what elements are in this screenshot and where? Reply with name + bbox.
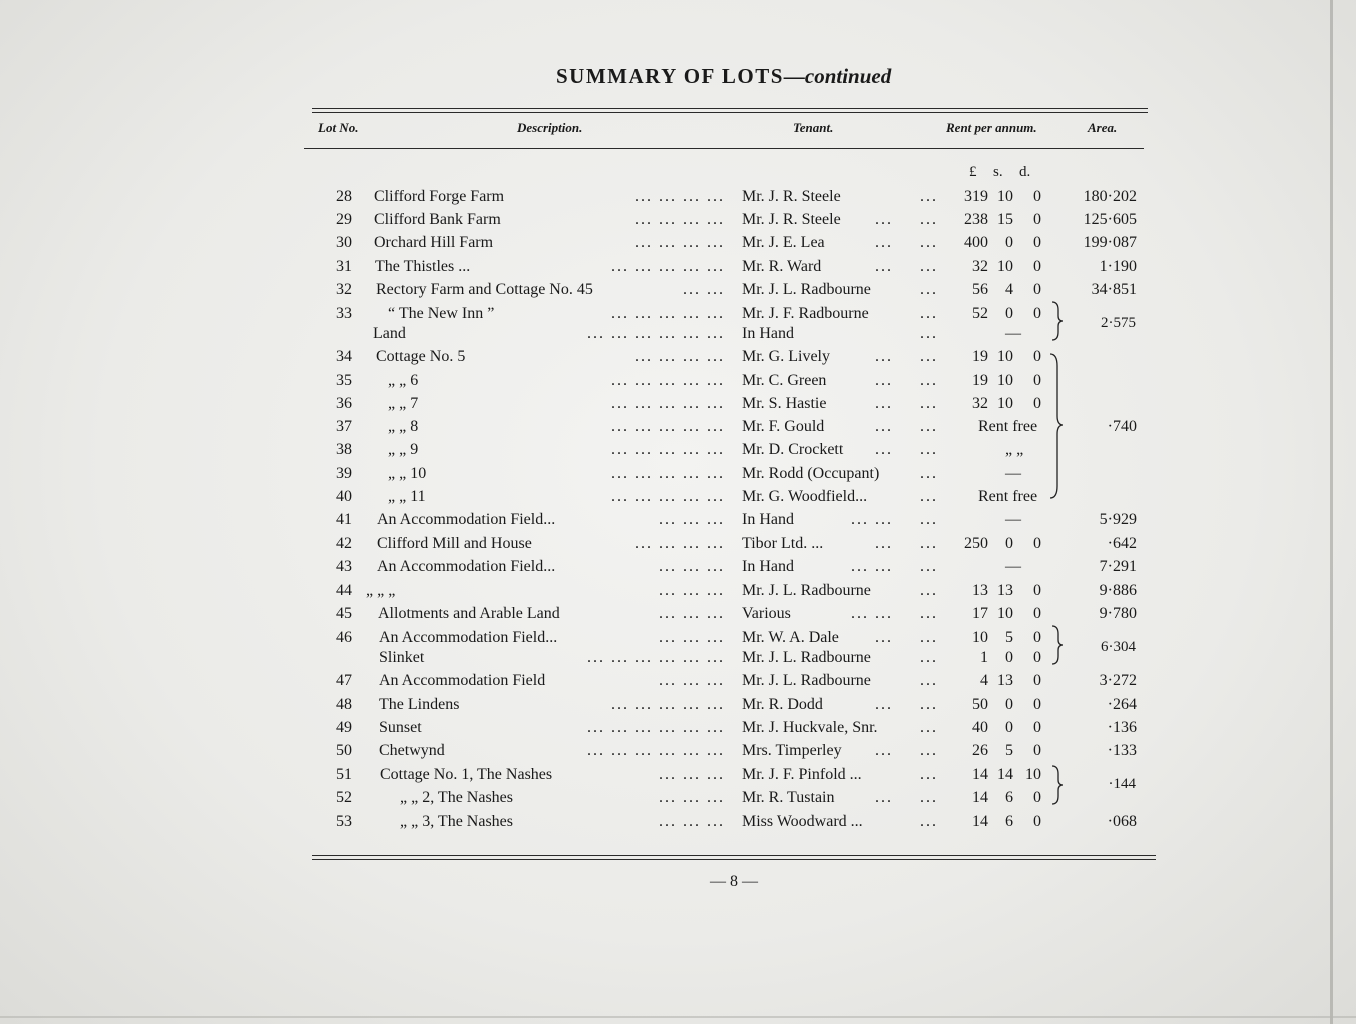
col-header-lot: Lot No. bbox=[318, 120, 359, 135]
rent-leader-dots: ... bbox=[920, 558, 938, 575]
lot-number: 29 bbox=[336, 211, 352, 228]
description-leader-dots: ... ... ... ... ... ... bbox=[587, 325, 725, 342]
header-rule-top bbox=[312, 108, 1148, 109]
col-header-tenant: Tenant. bbox=[793, 120, 834, 135]
area-lot-46: 6·304 bbox=[1101, 639, 1136, 655]
rent-leader-dots: ... bbox=[920, 372, 938, 389]
rent-leader-dots: ... bbox=[920, 258, 938, 275]
lot-description: The Lindens bbox=[379, 696, 460, 713]
rent-leader-dots: ... bbox=[920, 719, 938, 736]
tenant-leader-dots: ... bbox=[875, 789, 893, 806]
tenant-name: Mr. W. A. Dale bbox=[742, 629, 839, 646]
rent-pounds: 52 bbox=[972, 305, 988, 322]
brace-lots-34-40 bbox=[1046, 350, 1068, 502]
page-number: — 8 — bbox=[710, 873, 758, 890]
rent-pounds: 32 bbox=[972, 258, 988, 275]
tenant-leader-dots: ... bbox=[875, 441, 893, 458]
rent-shillings: 6 bbox=[1005, 789, 1013, 806]
tenant-name: Mr. J. L. Radbourne bbox=[742, 649, 871, 666]
description-leader-dots: ... ... ... bbox=[659, 672, 725, 689]
tenant-leader-dots: ... ... bbox=[851, 558, 893, 575]
description-leader-dots: ... ... ... bbox=[659, 813, 725, 830]
rent-pence: 0 bbox=[1033, 696, 1041, 713]
lot-area: ·136 bbox=[1107, 719, 1137, 736]
rent-leader-dots: ... bbox=[920, 188, 938, 205]
rent-pence: 0 bbox=[1033, 582, 1041, 599]
rent-shillings: 14 bbox=[997, 766, 1013, 783]
unit-pence: d. bbox=[1019, 164, 1031, 180]
area-lot-51-52: ·144 bbox=[1108, 776, 1136, 792]
description-leader-dots: ... ... ... bbox=[659, 629, 725, 646]
rent-leader-dots: ... bbox=[920, 465, 938, 482]
lot-description: An Accommodation Field... bbox=[377, 558, 556, 575]
table-row bbox=[0, 325, 1356, 348]
col-header-description: Description. bbox=[517, 120, 583, 135]
table-row bbox=[0, 395, 1356, 418]
col-header-rent: Rent per annum. bbox=[946, 120, 1037, 135]
rent-leader-dots: ... bbox=[920, 418, 938, 435]
description-leader-dots: ... ... ... bbox=[659, 605, 725, 622]
header-rule-bottom bbox=[304, 148, 1144, 149]
rent-text: Rent free bbox=[978, 488, 1038, 505]
table-row bbox=[0, 605, 1356, 628]
lot-area: 180·202 bbox=[1083, 188, 1137, 205]
table-row bbox=[0, 188, 1356, 211]
rent-text: „ „ bbox=[1005, 441, 1024, 458]
rent-text: — bbox=[1005, 511, 1021, 528]
rent-shillings: 10 bbox=[997, 395, 1013, 412]
description-leader-dots: ... ... ... ... ... ... bbox=[587, 649, 725, 666]
rent-shillings: 10 bbox=[997, 188, 1013, 205]
tenant-name: Mr. C. Green bbox=[742, 372, 827, 389]
rent-pence: 0 bbox=[1033, 348, 1041, 365]
rent-pence: 0 bbox=[1033, 535, 1041, 552]
description-leader-dots: ... ... bbox=[683, 281, 725, 298]
tenant-name: Mr. J. R. Steele bbox=[742, 211, 841, 228]
col-header-area: Area. bbox=[1088, 120, 1118, 135]
tenant-name: In Hand bbox=[742, 325, 794, 342]
rent-pounds: 40 bbox=[972, 719, 988, 736]
lot-number: 28 bbox=[336, 188, 352, 205]
lot-description: „ „ 6 bbox=[388, 372, 419, 389]
rent-pounds: 17 bbox=[972, 605, 988, 622]
rent-pounds: 14 bbox=[972, 766, 988, 783]
description-leader-dots: ... ... ... ... bbox=[635, 535, 725, 552]
rent-pence: 0 bbox=[1033, 629, 1041, 646]
rent-pounds: 50 bbox=[972, 696, 988, 713]
description-leader-dots: ... ... ... ... ... bbox=[611, 418, 725, 435]
lot-description: Sunset bbox=[379, 719, 422, 736]
lot-number: 48 bbox=[336, 696, 352, 713]
lot-description: Cottage No. 5 bbox=[376, 348, 466, 365]
lot-area: ·264 bbox=[1107, 696, 1137, 713]
rent-shillings: 13 bbox=[997, 582, 1013, 599]
tenant-name: Mr. G. Lively bbox=[742, 348, 830, 365]
rent-shillings: 10 bbox=[997, 372, 1013, 389]
lot-description: „ „ 8 bbox=[388, 418, 419, 435]
tenant-name: Mr. R. Dodd bbox=[742, 696, 823, 713]
page-bottom-edge bbox=[0, 1016, 1356, 1018]
tenant-name: Mr. G. Woodfield... bbox=[742, 488, 868, 505]
lot-number: 31 bbox=[336, 258, 352, 275]
brace-lot-46 bbox=[1048, 624, 1068, 666]
page-title bbox=[556, 64, 891, 89]
rent-shillings: 6 bbox=[1005, 813, 1013, 830]
rent-pounds: 400 bbox=[964, 234, 988, 251]
rent-pounds: 319 bbox=[964, 188, 988, 205]
title-text: SUMMARY OF LOTS bbox=[556, 64, 784, 88]
rent-leader-dots: ... bbox=[920, 742, 938, 759]
rent-leader-dots: ... bbox=[920, 305, 938, 322]
rent-text: — bbox=[1005, 465, 1021, 482]
tenant-name: Mr. J. F. Radbourne bbox=[742, 305, 869, 322]
lot-area: ·068 bbox=[1107, 813, 1137, 830]
table-row bbox=[0, 234, 1356, 257]
tenant-name: Mr. S. Hastie bbox=[742, 395, 827, 412]
tenant-name: Mr. R. Ward bbox=[742, 258, 822, 275]
lot-number: 46 bbox=[336, 629, 352, 646]
lot-description: „ „ 9 bbox=[388, 441, 419, 458]
tenant-name: Various bbox=[742, 605, 791, 622]
lot-number: 45 bbox=[336, 605, 352, 622]
table-row bbox=[0, 582, 1356, 605]
lot-description: „ „ 10 bbox=[388, 465, 427, 482]
rent-pounds: 26 bbox=[972, 742, 988, 759]
footer-rule-top bbox=[312, 855, 1156, 856]
description-leader-dots: ... ... ... ... ... bbox=[611, 372, 725, 389]
lot-description: Clifford Bank Farm bbox=[374, 211, 501, 228]
lot-description: „ „ 7 bbox=[388, 395, 419, 412]
tenant-leader-dots: ... ... bbox=[851, 511, 893, 528]
table-row bbox=[0, 418, 1356, 441]
rent-pence: 0 bbox=[1033, 211, 1041, 228]
table-row bbox=[0, 649, 1356, 672]
table-row bbox=[0, 672, 1356, 695]
rent-text: — bbox=[1005, 558, 1021, 575]
description-leader-dots: ... ... ... bbox=[659, 582, 725, 599]
description-leader-dots: ... ... ... bbox=[659, 511, 725, 528]
lot-area: 5·929 bbox=[1099, 511, 1137, 528]
tenant-leader-dots: ... bbox=[875, 629, 893, 646]
brace-lots-51-52 bbox=[1048, 764, 1068, 806]
rent-shillings: 13 bbox=[997, 672, 1013, 689]
rent-shillings: 0 bbox=[1005, 535, 1013, 552]
description-leader-dots: ... ... ... ... bbox=[635, 348, 725, 365]
table-row bbox=[0, 258, 1356, 281]
tenant-leader-dots: ... bbox=[875, 395, 893, 412]
description-leader-dots: ... ... ... ... bbox=[635, 188, 725, 205]
rent-pence: 0 bbox=[1033, 813, 1041, 830]
lot-number: 44 bbox=[336, 582, 352, 599]
tenant-leader-dots: ... bbox=[875, 418, 893, 435]
tenant-leader-dots: ... bbox=[875, 234, 893, 251]
rent-pence: 0 bbox=[1033, 719, 1041, 736]
rent-leader-dots: ... bbox=[920, 281, 938, 298]
lot-number: 39 bbox=[336, 465, 352, 482]
rent-pounds: 4 bbox=[980, 672, 988, 689]
rent-leader-dots: ... bbox=[920, 325, 938, 342]
lot-area: 9·780 bbox=[1099, 605, 1137, 622]
rent-pounds: 14 bbox=[972, 789, 988, 806]
lot-area: 199·087 bbox=[1083, 234, 1137, 251]
rent-pounds: 14 bbox=[972, 813, 988, 830]
table-row bbox=[0, 281, 1356, 304]
tenant-name: Miss Woodward ... bbox=[742, 813, 863, 830]
tenant-name: Mr. J. F. Pinfold ... bbox=[742, 766, 862, 783]
rent-leader-dots: ... bbox=[920, 629, 938, 646]
lot-area: 3·272 bbox=[1099, 672, 1137, 689]
tenant-leader-dots: ... bbox=[875, 696, 893, 713]
rent-pence: 0 bbox=[1033, 258, 1041, 275]
lot-description: „ „ „ bbox=[366, 582, 396, 599]
rent-shillings: 5 bbox=[1005, 629, 1013, 646]
description-leader-dots: ... ... ... ... ... ... bbox=[587, 742, 725, 759]
lot-number: 50 bbox=[336, 742, 352, 759]
table-row bbox=[0, 488, 1356, 511]
rent-leader-dots: ... bbox=[920, 582, 938, 599]
rent-shillings: 4 bbox=[1005, 281, 1013, 298]
tenant-name: Mr. Rodd (Occupant) bbox=[742, 465, 880, 482]
rent-pounds: 13 bbox=[972, 582, 988, 599]
table-row bbox=[0, 211, 1356, 234]
tenant-name: Mr. J. R. Steele bbox=[742, 188, 841, 205]
rent-pounds: 10 bbox=[972, 629, 988, 646]
rent-shillings: 0 bbox=[1005, 234, 1013, 251]
lot-description: An Accommodation Field bbox=[379, 672, 546, 689]
rent-leader-dots: ... bbox=[920, 649, 938, 666]
lot-area: 125·605 bbox=[1083, 211, 1137, 228]
rent-leader-dots: ... bbox=[920, 348, 938, 365]
table-row bbox=[0, 558, 1356, 581]
rent-pence: 0 bbox=[1033, 605, 1041, 622]
lot-description: Chetwynd bbox=[379, 742, 445, 759]
table-row bbox=[0, 696, 1356, 719]
tenant-leader-dots: ... bbox=[875, 742, 893, 759]
table-row bbox=[0, 535, 1356, 558]
rent-leader-dots: ... bbox=[920, 234, 938, 251]
lot-description: Rectory Farm and Cottage No. 45 bbox=[376, 281, 593, 298]
tenant-name: Mrs. Timperley bbox=[742, 742, 842, 759]
rent-pence: 0 bbox=[1033, 395, 1041, 412]
rent-leader-dots: ... bbox=[920, 488, 938, 505]
lot-number: 47 bbox=[336, 672, 352, 689]
lot-number: 52 bbox=[336, 789, 352, 806]
description-leader-dots: ... ... ... bbox=[659, 766, 725, 783]
table-row bbox=[0, 441, 1356, 464]
rent-leader-dots: ... bbox=[920, 511, 938, 528]
rent-pence: 0 bbox=[1033, 188, 1041, 205]
lot-area: 9·886 bbox=[1099, 582, 1137, 599]
rent-shillings: 10 bbox=[997, 605, 1013, 622]
table-row bbox=[0, 813, 1356, 836]
lot-description: An Accommodation Field... bbox=[377, 511, 556, 528]
lot-number: 49 bbox=[336, 719, 352, 736]
title-continued: —continued bbox=[783, 64, 892, 88]
lot-description: Clifford Mill and House bbox=[377, 535, 532, 552]
rent-leader-dots: ... bbox=[920, 211, 938, 228]
lot-number: 33 bbox=[336, 305, 352, 322]
rent-shillings: 5 bbox=[1005, 742, 1013, 759]
rent-pence: 0 bbox=[1033, 305, 1041, 322]
rent-leader-dots: ... bbox=[920, 395, 938, 412]
tenant-name: Mr. J. L. Radbourne bbox=[742, 672, 871, 689]
rent-leader-dots: ... bbox=[920, 672, 938, 689]
description-leader-dots: ... ... ... ... ... bbox=[611, 305, 725, 322]
tenant-name: Mr. J. L. Radbourne bbox=[742, 582, 871, 599]
tenant-name: Mr. J. L. Radbourne bbox=[742, 281, 871, 298]
rent-leader-dots: ... bbox=[920, 813, 938, 830]
rent-pounds: 1 bbox=[980, 649, 988, 666]
tenant-name: Mr. R. Tustain bbox=[742, 789, 835, 806]
tenant-leader-dots: ... bbox=[875, 535, 893, 552]
description-leader-dots: ... ... ... ... ... ... bbox=[587, 719, 725, 736]
lot-area: 7·291 bbox=[1099, 558, 1137, 575]
lot-description: Land bbox=[373, 325, 406, 342]
table-row bbox=[0, 719, 1356, 742]
description-leader-dots: ... ... ... ... ... bbox=[611, 465, 725, 482]
rent-pence: 0 bbox=[1033, 649, 1041, 666]
lot-number: 35 bbox=[336, 372, 352, 389]
description-leader-dots: ... ... ... ... ... bbox=[611, 488, 725, 505]
rent-shillings: 10 bbox=[997, 258, 1013, 275]
lot-number: 53 bbox=[336, 813, 352, 830]
lot-area: ·642 bbox=[1107, 535, 1137, 552]
lot-description: „ „ 11 bbox=[388, 488, 426, 505]
lot-number: 51 bbox=[336, 766, 352, 783]
rent-leader-dots: ... bbox=[920, 605, 938, 622]
rent-shillings: 0 bbox=[1005, 719, 1013, 736]
rent-leader-dots: ... bbox=[920, 789, 938, 806]
lot-area: ·740 bbox=[1107, 418, 1137, 435]
rent-pounds: 19 bbox=[972, 348, 988, 365]
tenant-leader-dots: ... ... bbox=[851, 605, 893, 622]
lot-number: 42 bbox=[336, 535, 352, 552]
tenant-name: Mr. F. Gould bbox=[742, 418, 825, 435]
area-lot-33: 2·575 bbox=[1101, 315, 1136, 331]
lot-number: 36 bbox=[336, 395, 352, 412]
description-leader-dots: ... ... ... ... ... bbox=[611, 696, 725, 713]
tenant-name: In Hand bbox=[742, 511, 794, 528]
rent-shillings: 0 bbox=[1005, 649, 1013, 666]
lot-description: “ The New Inn ” bbox=[388, 305, 495, 322]
lot-description: Allotments and Arable Land bbox=[378, 605, 560, 622]
lot-number: 38 bbox=[336, 441, 352, 458]
description-leader-dots: ... ... ... bbox=[659, 789, 725, 806]
table-row bbox=[0, 766, 1356, 789]
rent-pounds: 32 bbox=[972, 395, 988, 412]
rent-pence: 0 bbox=[1033, 742, 1041, 759]
rent-leader-dots: ... bbox=[920, 535, 938, 552]
description-leader-dots: ... ... ... ... bbox=[635, 234, 725, 251]
unit-pounds: £ bbox=[969, 164, 977, 180]
rent-pounds: 19 bbox=[972, 372, 988, 389]
rent-text: — bbox=[1005, 325, 1021, 342]
rent-pounds: 56 bbox=[972, 281, 988, 298]
header-rule-top-2 bbox=[312, 112, 1148, 113]
rent-pounds: 250 bbox=[964, 535, 988, 552]
rent-pence: 0 bbox=[1033, 234, 1041, 251]
tenant-name: Mr. J. Huckvale, Snr. bbox=[742, 719, 878, 736]
rent-shillings: 10 bbox=[997, 348, 1013, 365]
table-row bbox=[0, 742, 1356, 765]
rent-text: Rent free bbox=[978, 418, 1038, 435]
footer-rule-bottom bbox=[312, 859, 1156, 860]
tenant-name: In Hand bbox=[742, 558, 794, 575]
tenant-leader-dots: ... bbox=[875, 348, 893, 365]
rent-pence: 0 bbox=[1033, 281, 1041, 298]
lot-description: „ „ 3, The Nashes bbox=[400, 813, 513, 830]
rent-shillings: 0 bbox=[1005, 696, 1013, 713]
table-row bbox=[0, 348, 1356, 371]
description-leader-dots: ... ... ... bbox=[659, 558, 725, 575]
lot-number: 43 bbox=[336, 558, 352, 575]
lot-description: Slinket bbox=[379, 649, 425, 666]
rent-pence: 0 bbox=[1033, 789, 1041, 806]
lot-number: 32 bbox=[336, 281, 352, 298]
rent-leader-dots: ... bbox=[920, 696, 938, 713]
rent-pence: 0 bbox=[1033, 372, 1041, 389]
unit-shillings: s. bbox=[993, 164, 1003, 180]
lot-number: 40 bbox=[336, 488, 352, 505]
lot-description: Cottage No. 1, The Nashes bbox=[380, 766, 553, 783]
table-row bbox=[0, 465, 1356, 488]
table-row bbox=[0, 372, 1356, 395]
tenant-name: Tibor Ltd. ... bbox=[742, 535, 824, 552]
rent-pence: 0 bbox=[1033, 672, 1041, 689]
lot-area: 1·190 bbox=[1099, 258, 1137, 275]
lot-area: ·133 bbox=[1107, 742, 1137, 759]
rent-shillings: 15 bbox=[997, 211, 1013, 228]
rent-leader-dots: ... bbox=[920, 766, 938, 783]
brace-lot-33 bbox=[1048, 300, 1068, 342]
tenant-leader-dots: ... bbox=[875, 372, 893, 389]
rent-pence: 10 bbox=[1025, 766, 1041, 783]
tenant-leader-dots: ... bbox=[875, 211, 893, 228]
lot-number: 37 bbox=[336, 418, 352, 435]
table-row bbox=[0, 789, 1356, 812]
rent-shillings: 0 bbox=[1005, 305, 1013, 322]
description-leader-dots: ... ... ... ... ... bbox=[611, 258, 725, 275]
lot-description: Orchard Hill Farm bbox=[374, 234, 494, 251]
tenant-name: Mr. J. E. Lea bbox=[742, 234, 825, 251]
rent-leader-dots: ... bbox=[920, 441, 938, 458]
lot-number: 30 bbox=[336, 234, 352, 251]
tenant-leader-dots: ... bbox=[875, 258, 893, 275]
table-row bbox=[0, 511, 1356, 534]
lot-description: Clifford Forge Farm bbox=[374, 188, 505, 205]
lot-number: 34 bbox=[336, 348, 352, 365]
lot-area: 34·851 bbox=[1091, 281, 1137, 298]
description-leader-dots: ... ... ... ... ... bbox=[611, 395, 725, 412]
description-leader-dots: ... ... ... ... bbox=[635, 211, 725, 228]
rent-pounds: 238 bbox=[964, 211, 988, 228]
lot-description: „ „ 2, The Nashes bbox=[400, 789, 513, 806]
lot-description: An Accommodation Field... bbox=[379, 629, 558, 646]
description-leader-dots: ... ... ... ... ... bbox=[611, 441, 725, 458]
tenant-name: Mr. D. Crockett bbox=[742, 441, 844, 458]
lot-number: 41 bbox=[336, 511, 352, 528]
lot-description: The Thistles ... bbox=[375, 258, 471, 275]
